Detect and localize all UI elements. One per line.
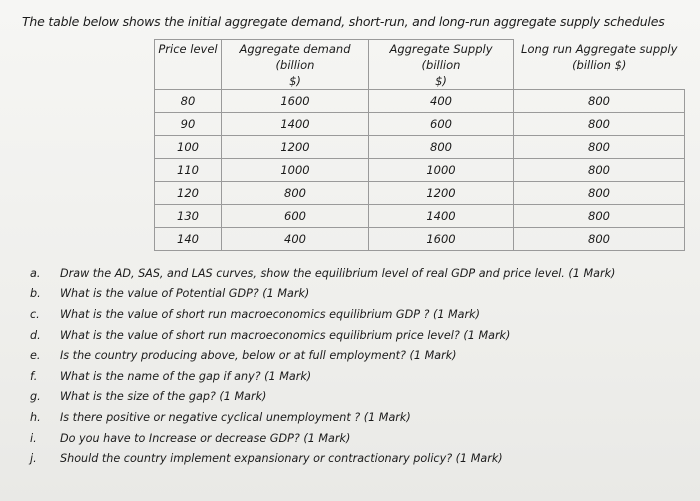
question-item bbox=[30, 304, 615, 325]
cell-ad: 1000 bbox=[222, 159, 369, 182]
question-item bbox=[30, 284, 615, 305]
cell-as: 1400 bbox=[369, 205, 514, 228]
cell-las: 800 bbox=[514, 205, 685, 228]
question-letter: c. bbox=[30, 307, 40, 321]
intro-text: The table below shows the initial aggregate demand, short-run, and long-run aggregate supply schedules bbox=[22, 14, 665, 29]
question-text: Is the country producing above, below or at full employment? (1 Mark) bbox=[60, 349, 457, 363]
table-row bbox=[155, 136, 685, 159]
cell-price: 130 bbox=[155, 205, 222, 228]
cell-las: 800 bbox=[514, 113, 685, 136]
question-item bbox=[30, 263, 615, 284]
header-line: Price level bbox=[158, 42, 218, 56]
table-row bbox=[155, 113, 685, 136]
question-text: Is there positive or negative cyclical unemployment ? (1 Mark) bbox=[60, 410, 411, 424]
cell-ad: 400 bbox=[222, 228, 369, 251]
cell-price: 90 bbox=[155, 113, 222, 136]
header-line: $) bbox=[435, 74, 447, 88]
table-row bbox=[155, 228, 685, 251]
table-row bbox=[155, 159, 685, 182]
cell-ad: 1600 bbox=[222, 90, 369, 113]
table-row bbox=[155, 182, 685, 205]
question-text: Draw the AD, SAS, and LAS curves, show the equilibrium level of real GDP and price level. (1 Mark) bbox=[60, 266, 616, 280]
schedule-table bbox=[154, 39, 685, 251]
cell-ad: 1200 bbox=[222, 136, 369, 159]
table-header-row bbox=[155, 40, 685, 90]
cell-ad: 800 bbox=[222, 182, 369, 205]
table-row bbox=[155, 205, 685, 228]
cell-as: 800 bbox=[369, 136, 514, 159]
question-text: What is the size of the gap? (1 Mark) bbox=[60, 390, 267, 404]
header-line: (billion $) bbox=[572, 57, 627, 72]
question-letter: j. bbox=[30, 452, 37, 466]
header-line: Aggregate demand (billion bbox=[239, 42, 351, 72]
question-text: Do you have to Increase or decrease GDP? (1 Mark) bbox=[60, 431, 351, 445]
question-item bbox=[30, 407, 615, 428]
cell-ad: 600 bbox=[222, 205, 369, 228]
cell-price: 80 bbox=[155, 90, 222, 113]
header-line: $) bbox=[289, 74, 301, 88]
question-letter: e. bbox=[30, 349, 41, 363]
question-text: Should the country implement expansionary or contractionary policy? (1 Mark) bbox=[60, 452, 503, 466]
cell-price: 140 bbox=[155, 228, 222, 251]
cell-las: 800 bbox=[514, 136, 685, 159]
cell-price: 110 bbox=[155, 159, 222, 182]
question-text: What is the name of the gap if any? (1 Mark) bbox=[60, 369, 312, 383]
question-item bbox=[30, 345, 615, 366]
header-aggregate-demand bbox=[222, 40, 369, 90]
question-letter: b. bbox=[30, 287, 41, 301]
cell-las: 800 bbox=[514, 159, 685, 182]
header-price-level bbox=[155, 40, 222, 90]
question-letter: i. bbox=[30, 431, 37, 445]
cell-as: 400 bbox=[369, 90, 514, 113]
cell-as: 1000 bbox=[369, 159, 514, 182]
question-letter: f. bbox=[30, 369, 38, 383]
cell-as: 1200 bbox=[369, 182, 514, 205]
header-aggregate-supply bbox=[369, 40, 514, 90]
question-item bbox=[30, 387, 615, 408]
header-long-run-supply bbox=[514, 40, 685, 90]
question-letter: a. bbox=[30, 266, 41, 280]
header-line: Long run Aggregate supply bbox=[521, 41, 678, 56]
question-letter: g. bbox=[30, 390, 41, 404]
cell-las: 800 bbox=[514, 182, 685, 205]
question-text: What is the value of short run macroeconomics equilibrium price level? (1 Mark) bbox=[60, 328, 511, 342]
question-item bbox=[30, 428, 615, 449]
cell-price: 120 bbox=[155, 182, 222, 205]
question-text: What is the value of Potential GDP? (1 Mark) bbox=[60, 287, 310, 301]
question-letter: d. bbox=[30, 328, 41, 342]
cell-las: 800 bbox=[514, 90, 685, 113]
cell-ad: 1400 bbox=[222, 113, 369, 136]
cell-as: 1600 bbox=[369, 228, 514, 251]
cell-as: 600 bbox=[369, 113, 514, 136]
question-text: What is the value of short run macroeconomics equilibrium GDP ? (1 Mark) bbox=[60, 307, 480, 321]
table-row bbox=[155, 90, 685, 113]
header-line: Aggregate Supply (billion bbox=[389, 42, 493, 72]
cell-las: 800 bbox=[514, 228, 685, 251]
question-list bbox=[30, 263, 615, 469]
question-item bbox=[30, 325, 615, 346]
question-item bbox=[30, 448, 615, 469]
cell-price: 100 bbox=[155, 136, 222, 159]
question-item bbox=[30, 366, 615, 387]
question-letter: h. bbox=[30, 410, 41, 424]
